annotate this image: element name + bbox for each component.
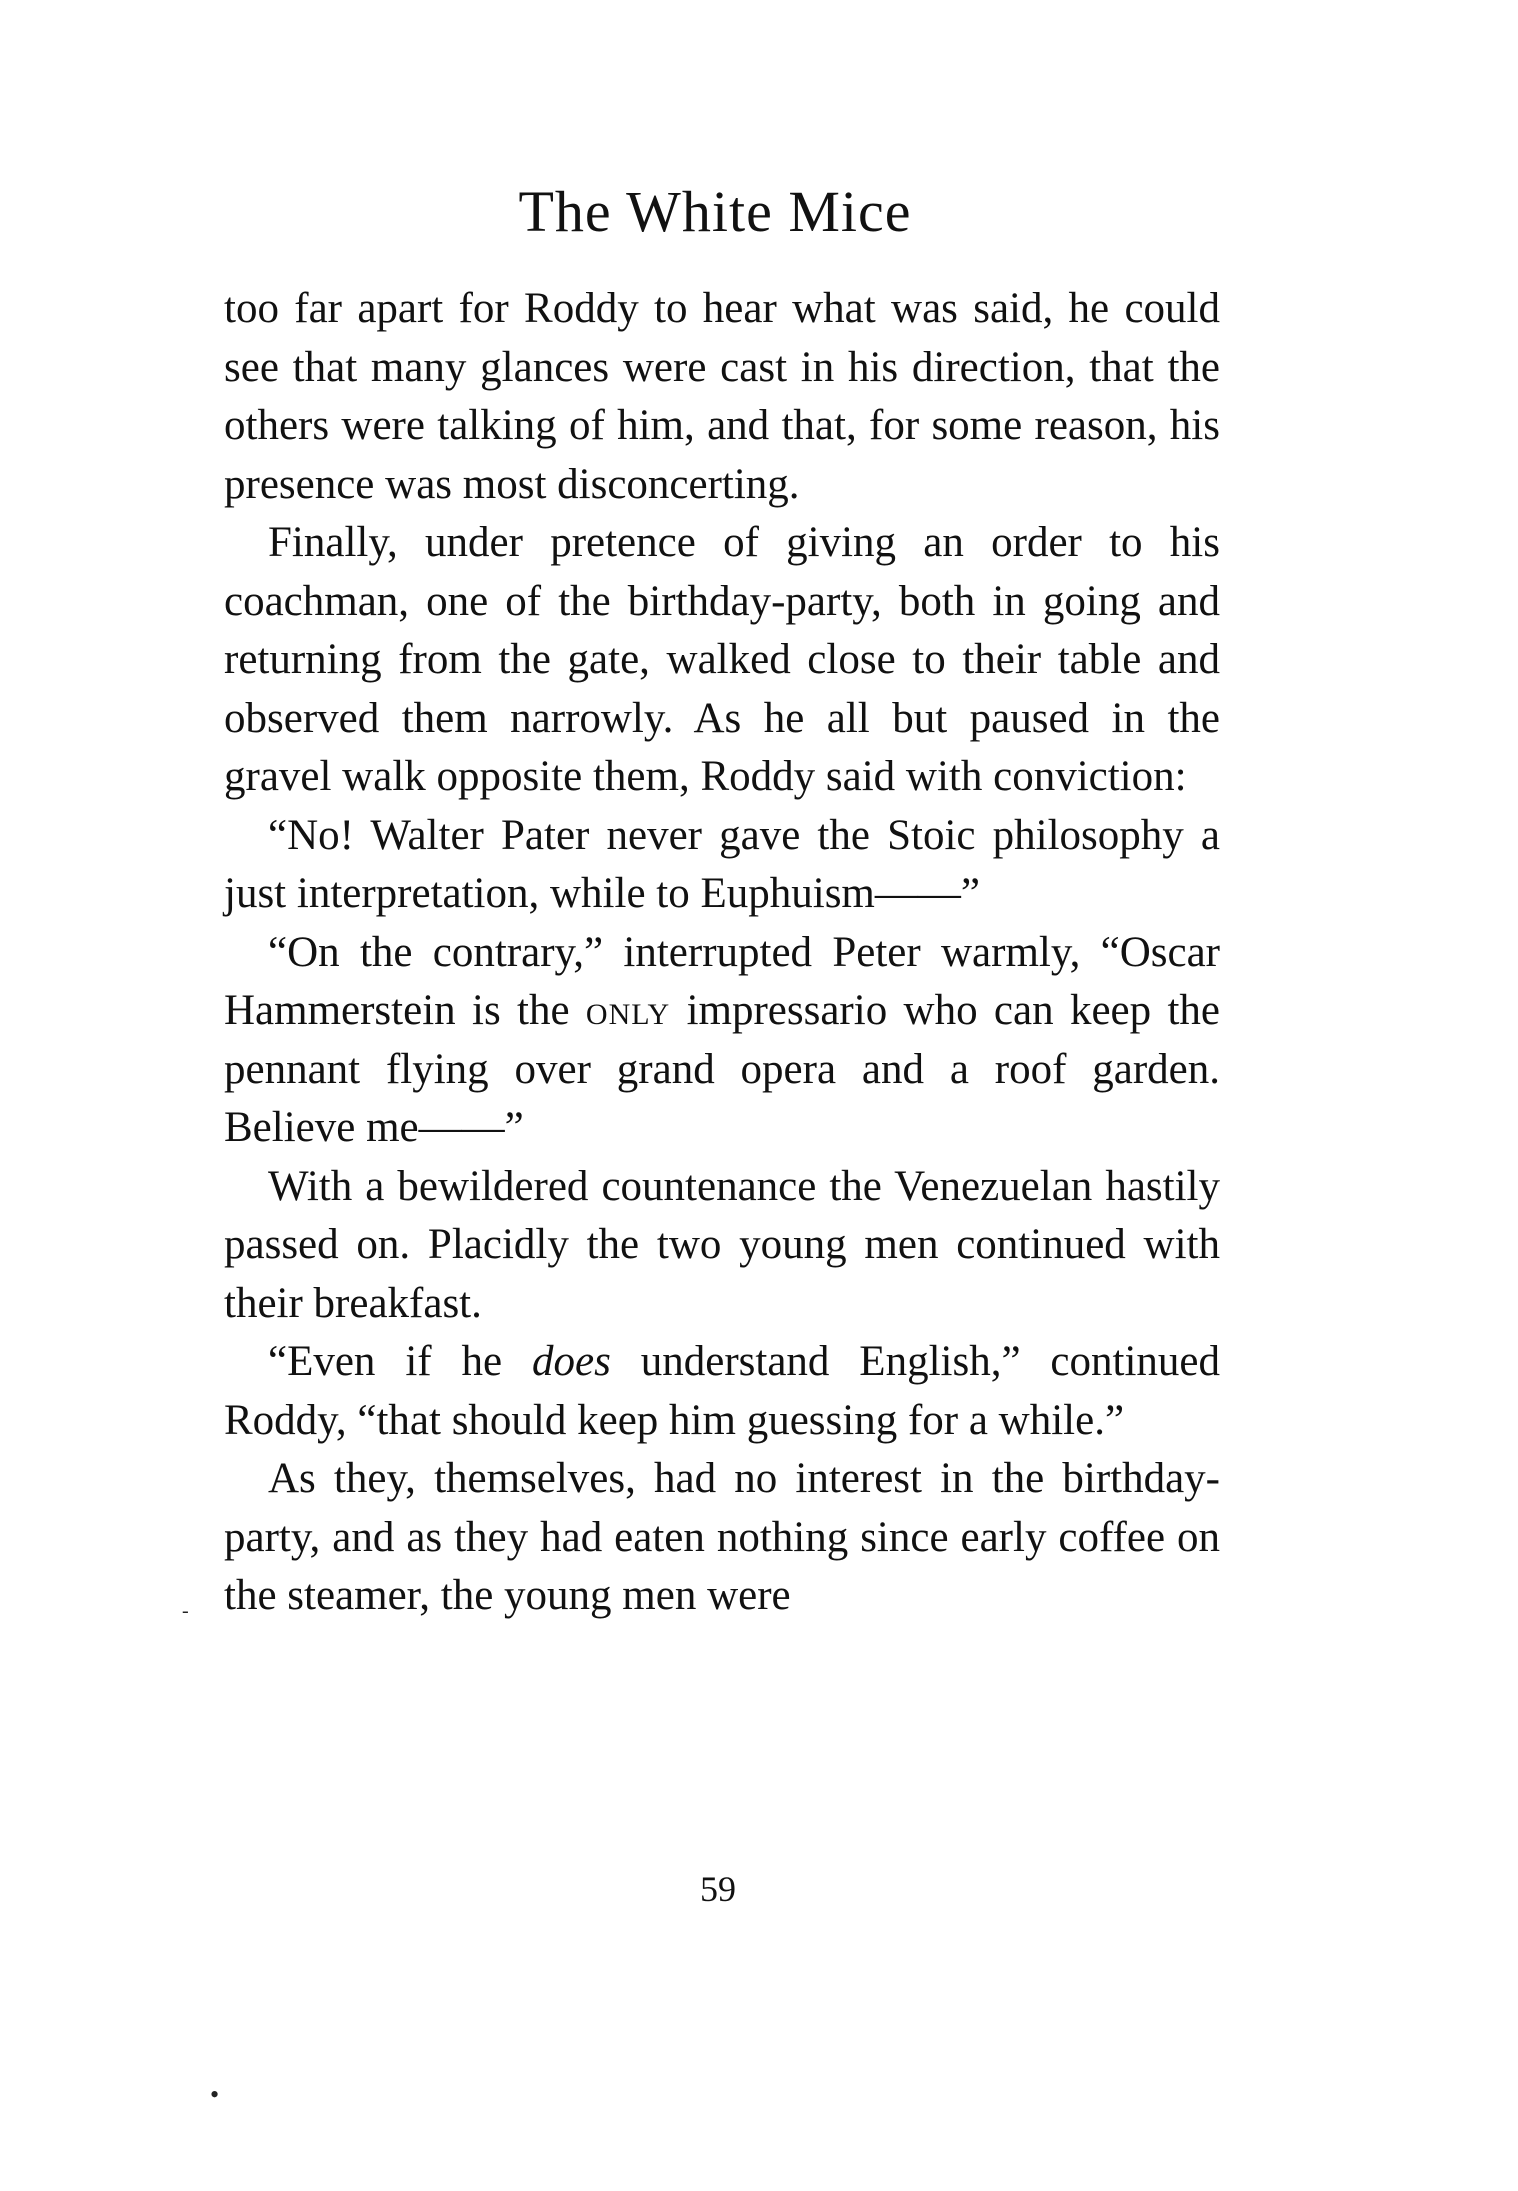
paragraph-4	[224, 924, 1220, 1158]
paragraph-6-text-start: “Even if he	[268, 1338, 532, 1385]
print-mark: •	[210, 2080, 220, 2109]
paragraph-4-text-end: impressario who can keep the pennant flying over grand opera and a roof garden. Believe me——”	[224, 987, 1220, 1151]
paragraph-4-text-start: “On the contrary,” interrupted Peter warmly, “Oscar Hammerstein is the	[224, 928, 1220, 1034]
paragraph-6	[224, 1333, 1220, 1450]
paragraph-3: “No! Walter Pater never gave the Stoic philosophy a just interpretation, while to Euphuism——”	[224, 811, 1220, 917]
paragraph-6-text-end: understand English,” continued Roddy, “that should keep him guessing for a while.”	[224, 1338, 1220, 1444]
paragraph-5: With a bewildered countenance the Venezuelan hastily passed on. Placidly the two young men continued with their breakfast.	[224, 1162, 1220, 1327]
paragraph-7: As they, themselves, had no interest in the birthday-party, and as they had eaten nothing since early coffee on the steamer, the young men were	[224, 1455, 1220, 1619]
running-title: The White Mice	[518, 179, 912, 244]
page-number: 59	[700, 1869, 736, 1909]
body-text	[224, 280, 1220, 1626]
paragraph-2: Finally, under pretence of giving an order to his coachman, one of the birthday-party, both in going and returning from the gate, walked close to their table and observed them narrowly. As he all but paused in the gravel walk opposite them, Roddy said with conviction:	[224, 519, 1220, 800]
italic-word: does	[532, 1338, 611, 1385]
paragraph-1: too far apart for Roddy to hear what was said, he could see that many glances were cast in his direction, that the others were talking of him, and that, for some reason, his presence was most disconcerting.	[224, 285, 1220, 508]
small-caps-word: only	[585, 987, 671, 1034]
print-speck: -	[182, 1600, 189, 1622]
